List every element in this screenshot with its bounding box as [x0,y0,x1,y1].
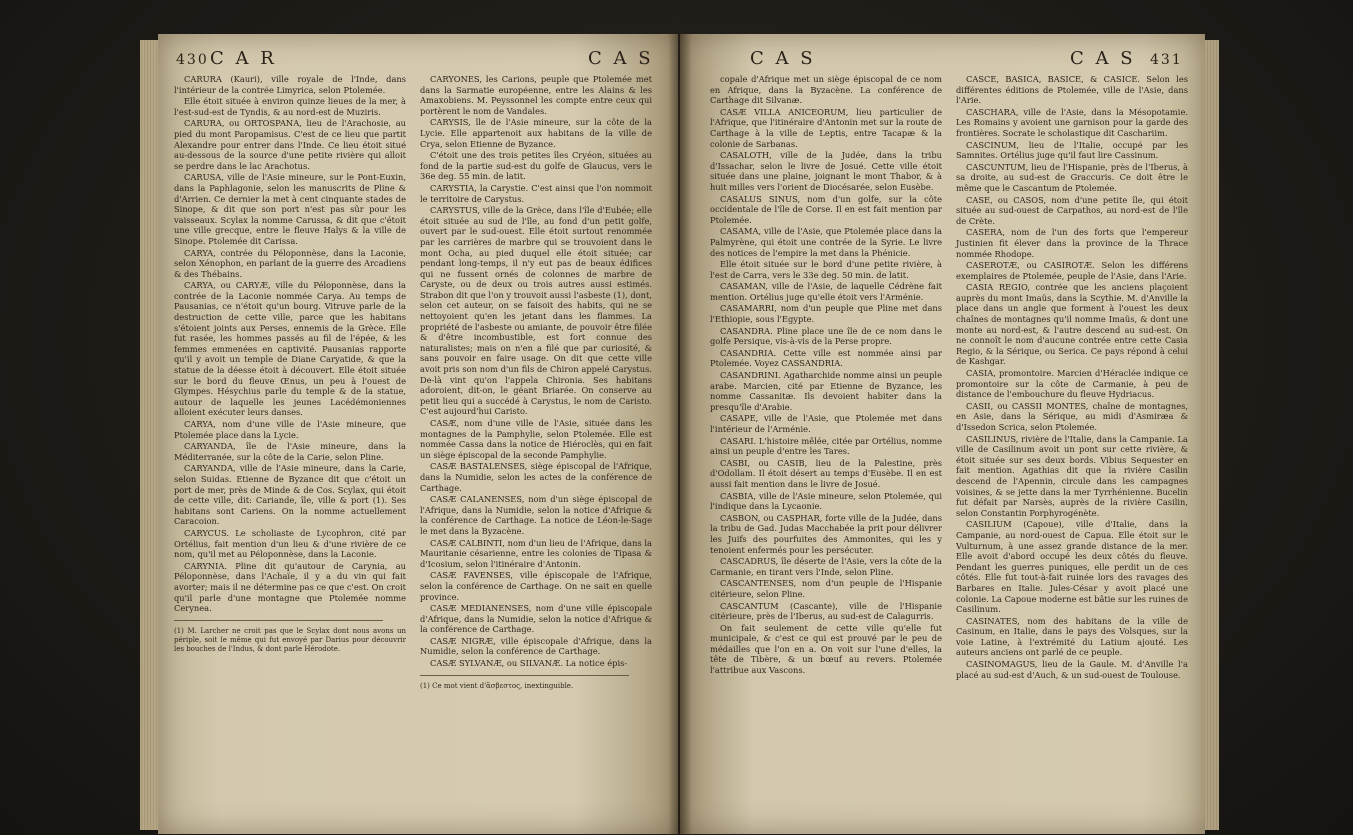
book-gutter [668,34,692,834]
dictionary-entry: CASERA, nom de l'un des forts que l'empereur Justinien fit élever dans la province de la Thrace nommée Rhodope. [956,227,1188,259]
dictionary-entry: CASCANTUM (Cascante), ville de l'Hispanie citérieure, près de l'Iberus, au sud-est de Calagurris. [710,600,942,622]
dictionary-entry: CASAMARRI, nom d'un peuple que Pline met dans l'Ethiopie, sous l'Egypte. [710,303,942,325]
dictionary-entry: CASCUNTUM, lieu de l'Hispanie, près de l'Iberus, à sa droite, au sud-est de Graccuris. Ce doit être le même que le Cascantum de Ptolemée. [956,161,1188,193]
dictionary-entry: CASEROTÆ, ou CASIROTÆ. Selon les différens exemplaires de Ptolemée, peuple de l'Asie, dans l'Arie. [956,260,1188,281]
dictionary-entry: CASBI, ou CASIB, lieu de la Palestine, près d'Odollam. Il étoit désert au temps d'Eusèbe. Il en est aussi fait mention dans le livre de Josué. [710,457,942,489]
dictionary-entry: Elle étoit située sur le bord d'une petite rivière, à l'est de Carra, vers le 33e deg. 50 min. de latit. [710,259,942,280]
dictionary-entry: CASINOMAGUS, lieu de la Gaule. M. d'Anville l'a placé au sud-est d'Auch, & un sud-ouest de Toulouse. [956,659,1188,680]
left-running-head-center: C A S [588,48,654,69]
dictionary-entry: CASÆ FAVENSES, ville épiscopale de l'Afrique, selon la conférence de Carthage. On ne sait en quelle province. [420,570,652,602]
left-running-head: C A R [210,48,277,69]
dictionary-entry: CASAMA, ville de l'Asie, que Ptolemée place dans la Palmyrène, qui étoit une contrée de la Syrie. Le livre des notices de l'empire la met dans la Phénicie. [710,226,942,258]
right-page-number: 431 [1150,52,1183,68]
left-page-header [158,48,678,74]
page-edges-right [1203,40,1219,830]
dictionary-entry: On fait seulement de cette ville qu'elle fut municipale, & c'est ce qui est prouvé par le peu de médailles que l'on en a. On voit sur l'une d'elles, la tête de Tibère, & un bœuf au revers. Ptolemée l'attribue aux Vascons. [710,622,942,676]
left-page-column-2 [420,74,652,692]
dictionary-entry: CASÆ MEDIANENSES, nom d'une ville épiscopale d'Afrique, dans la Numidie, selon la notice d'Afrique & la conférence de Carthage. [420,603,652,635]
dictionary-entry: CASARI. L'histoire mêlée, citée par Ortélius, nomme ainsi un peuple d'entre les Tares. [710,435,943,457]
dictionary-entry: CASÆ BASTALENSES, siège épiscopal de l'Afrique, dans la Numidie, selon les actes de la conférence de Carthage. [420,461,652,493]
dictionary-entry: CASCINUM, lieu de l'Italie, occupé par les Samnites. Ortélius juge qu'il faut lire Cassinum. [956,139,1188,161]
dictionary-entry: CASÆ SYLVANÆ, ou SILVANÆ. La notice épis- [430,658,628,669]
dictionary-entry: CASÆ VILLA ANICEORUM, lieu particulier de l'Afrique, que l'itinéraire d'Antonin met sur la route de Carthage à la ville de Leptis, entre Tacapæ & la colonie de Sarbanas. [710,106,942,149]
dictionary-entry: CASANDRA. Pline place une île de ce nom dans le golfe Persique, vis-à-vis de la Perse propre. [710,325,942,347]
dictionary-entry: CASBON, ou CASPHAR, forte ville de la Judée, dans la tribu de Gad. Judas Macchabée la prit pour délivrer les Juifs des pourfuites des Ammonites, qui les y tenoient enfermés pour les persécuter. [710,512,942,555]
dictionary-entry: CARUSA, ville de l'Asie mineure, sur le Pont-Euxin, dans la Paphlagonie, selon les manuscrits de Pline & d'Arrien. Ce dernier la met à cent cinquante stades de Sinope, & dit que son port n'est pas sûr pour les vaisseaux. Scylax la nomme Carussa, & dit que c'étoit une ville grecque, entre le fleuve Halys & la ville de Sinope. Ptolemée dit Carissa. [174,172,406,246]
dictionary-entry: CARYA, contrée du Péloponnèse, dans la Laconie, selon Xénophon, en parlant de la guerre des Arcadiens & des Thébains. [174,247,406,279]
dictionary-entry: CASCADRUS, île déserte de l'Asie, vers la côte de la Carmanie, en tirant vers l'Inde, selon Pline. [710,556,942,577]
left-page [158,34,678,834]
dictionary-entry: CASANDRINI. Agatharchide nomme ainsi un peuple arabe. Marcien, cité par Etienne de Byzance, les nomme Cassanitæ. Ils devoient habiter dans la presqu'île d'Arabie. [710,370,942,412]
dictionary-entry: CASE, ou CASOS, nom d'une petite île, qui étoit située au sud-ouest de Carpathos, au nord-est de l'île de Crète. [956,194,1188,226]
right-page [680,34,1205,834]
dictionary-entry: CARYANDA, île de l'Asie mineure, dans la Méditerranée, sur la côte de la Carie, selon Pline. [174,441,406,462]
footnote-rule [420,675,629,676]
dictionary-entry: CASII, ou CASSII MONTES, chaîne de montagnes, en Asie, dans la Sérique, au midi d'Asmiræa & d'Issedon Scrica, selon Ptolemée. [956,400,1188,432]
dictionary-entry: CASÆ, nom d'une ville de l'Asie, située dans les montagnes de la Pamphylie, selon Ptolemée. Elle est nommée Cassa dans la notice de Hiéroclès, qui en fait un siège épiscopal de la seconde Pamphylie. [420,418,652,460]
dictionary-entry: CARYSTUS, ville de la Grèce, dans l'île d'Eubée; elle étoit située au sud de l'île, au fond d'un petit golfe, ouvert par le sud-ouest. Elle étoit surtout renommée par les carrières de marbre qui se trouvoient dans le mont Ocha, au pied duquel elle étoit située; car pendant long-temps, il n'y eut pas de beaux édifices qui ne fussent ornés de colonnes de marbre de Caryste, ou de deux ou trois autres aussi estimés. Strabon dit que l'on y trouvoit aussi l'asbeste (1), dont, selon cet auteur, on se faisoit des habits, qui ne se nettoyoient qu'en les jetant dans les flammes. La propriété de l'asbeste ou amiante, de pouvoir être filée & d'être incombustible, est fort connue des naturalistes; mais on n'en a filé que par curiosité, & sans pouvoir en faire usage. On dit que cette ville avoit pris son nom d'un fils de Chiron appelé Carystus. De-là vint qu'on l'appela Chironia. Ses habitans adoroient, dit-on, le géant Briarée. On conserve au petit lieu qui a succédé à Carystus, le nom de Caristo. C'est aujourd'hui Caristo. [420,205,652,417]
dictionary-entry: CASÆ NIGRÆ, ville épiscopale d'Afrique, dans la Numidie, selon la conférence de Carthage. [420,635,652,657]
right-page-column-1 [710,74,942,677]
dictionary-entry: CARYANDA, ville de l'Asie mineure, dans la Carie, selon Suidas. Etienne de Byzance dit que c'étoit un port de mer, près de Minde & de Cos. Scylax, qui étoit de cette ville, dit: Cariande, île, ville & port (1). Ses habitans sont Cariens. On la nomme actuellement Caracoion. [174,463,406,527]
dictionary-entry: CARYCUS. Le scholiaste de Lycophron, cité par Ortélius, fait mention d'un lieu & d'une rivière de ce nom, qu'il met au Péloponnèse, dans la Laconie. [174,527,406,560]
dictionary-entry: CASINATES, nom des habitans de la ville de Casinum, en Italie, dans le pays des Volsques, sur la voie Latine, à l'extrémité du Latium ajouté. Les auteurs anciens ont parlé de ce peuple. [956,615,1188,658]
dictionary-entry: CASIA REGIO, contrée que les anciens plaçoient auprès du mont Imaüs, dans la Scythie. M. d'Anville la place dans un angle que forment à l'ouest les deux chaînes de montagnes qu'il nomme Imaüs, & dont une monte au nord-est, & l'autre descend au sud-est. On ne connoît le nom d'aucune contrée entre cette Casia Regio, & la Sérique, ou Serica. Ce pays répond à celui de Kashgar. [956,282,1188,367]
dictionary-entry: CARYA, ou CARYÆ, ville du Péloponnèse, dans la contrée de la Laconie nommée Carya. Au temps de Pausanias, ce n'étoit qu'un bourg. Vitruve parle de la destruction de cette ville, parce que les habitans s'étoient joints aux Perses, ennemis de la Grèce. Elle fut rasée, les hommes passés au fil de l'épée, & les femmes emmenées en captivité. Pausanias rapporte qu'il y avoit un temple de Diane Caryatide, & que la statue de la déesse étoit à découvert. Elle étoit située sur le bord du fleuve Œnus, un peu à l'ouest de Glympes. Hésychius parle du temple & de la statue, autour de laquelle les jeunes Lacédémoniennes alloient exécuter leurs danses. [174,280,406,418]
dictionary-entry: CARURA (Kauri), ville royale de l'Inde, dans l'intérieur de la contrée Limyrica, selon Ptolemée. [174,74,406,95]
dictionary-entry: CASANDRIA. Cette ville est nommée ainsi par Ptolemée. Voyez CASSANDRIA. [710,347,942,369]
dictionary-entry: CARURA, ou ORTOSPANA, lieu de l'Arachosie, au pied du mont Paropamisus. C'est de ce lieu que partit Alexandre pour entrer dans l'Inde. Ce lieu étoit situé au-dessous de la source d'une petite rivière qui alloit se perdre dans le lac Arachotus. [174,118,406,171]
dictionary-entry: CASCANTENSES, nom d'un peuple de l'Hispanie citérieure, selon Pline. [710,578,942,599]
footnote: (1) Ce mot vient d'ἄσβεστος, inextinguible. [420,681,574,690]
dictionary-entry: CARYA, nom d'une ville de l'Asie mineure, que Ptolemée place dans la Lycie. [174,419,406,440]
dictionary-entry: CASALOTH, ville de la Judée, dans la tribu d'Issachar, selon le livre de Josué. Cette ville étoit située dans une plaine, joignant le mont Thabor, & à huit milles vers l'orient de Diocésarée, selon Eusèbe. [710,150,942,192]
dictionary-entry: CASIA, promontoire. Marcien d'Héraclée indique ce promontoire sur la côte de Carmanie, à peu de distance de l'embouchure du fleuve Hydriacus. [956,368,1188,400]
dictionary-entry: CASILINUS, rivière de l'Italie, dans la Campanie. La ville de Casilinum avoit un pont sur cette rivière, & étoit située sur ses deux bords. Vibius Sequester en fait mention. Agathias dit que la rivière Casilin descend de l'Apennin, circule dans les campagnes voisines, & se jette dans la mer Tyrrhénienne. Bucelin fut défait par Narsès, auprès de la rivière Casilin, selon Constantin Porphyrogénète. [956,433,1188,518]
dictionary-entry: CASALUS SINUS, nom d'un golfe, sur la côte occidentale de l'île de Corse. Il en est fait mention par Ptolemée. [710,193,942,225]
right-page-header [680,48,1205,74]
dictionary-entry: CARYSTIA, la Carystie. C'est ainsi que l'on nommoit le territoire de Carystus. [420,182,652,204]
dictionary-entry: CASAMAN, ville de l'Asie, de laquelle Cédrène fait mention. Ortélius juge qu'elle étoit vers l'Arménie. [710,281,942,302]
right-page-column-2 [956,74,1188,681]
dictionary-entry: CASILIUM (Capoue), ville d'Italie, dans la Campanie, au nord-ouest de Capua. Elle étoit sur le Vulturnum, à une assez grande distance de la mer. Elle avoit d'abord occupé les deux côtés du fleuve. Pendant les guerres puniques, elle perdit un de ces côtés. Elle fut tout-à-fait ruinée lors des ravages des Barbares en Italie. Jules-César y avoit placé une colonie. La Capoue moderne est bâtie sur les ruines de Casilinum. [956,519,1188,615]
footnote: (1) M. Larcher ne croit pas que le Scylax dont nous avons un périple, soit le même qui fut envoyé par Darius pour découvrir les bouches de l'Indus, & dont parle Hérodote. [174,626,406,653]
dictionary-entry: CASÆ CALBINTI, nom d'un lieu de l'Afrique, dans la Mauritanie césarienne, entre les colonies de Tipasa & d'Icosium, selon l'itinéraire d'Antonin. [420,537,652,569]
right-running-head: C A S [1070,48,1136,69]
dictionary-entry: CASÆ CALANENSES, nom d'un siège épiscopal de l'Afrique, dans la Numidie, selon la notice d'Afrique & la conférence de Carthage. La notice de Léon-le-Sage le met dans la Byzacène. [420,494,652,536]
footnote-rule [174,620,383,621]
dictionary-entry: CASBIA, ville de l'Asie mineure, selon Ptolemée, qui l'indique dans la Lycaonie. [710,490,942,512]
right-running-head-center: C A S [750,48,816,69]
page-edges-left [140,40,160,830]
dictionary-entry: CARYONES, les Carions, peuple que Ptolemée met dans la Sarmatie européenne, entre les Alains & les Amaxobiens. M. Peyssonnel les compte entre ceux qui portèrent le nom de Vandales. [420,74,652,116]
dictionary-entry: CARYNIA. Pline dit qu'autour de Carynia, au Péloponnèse, dans l'Achaïe, il y a du vin qui fait avorter; mais il ne détermine pas ce que c'est. On croit qu'il parle d'une montagne que Ptolemée nomme Cerynea. [174,560,406,614]
left-page-column-1 [174,74,406,655]
dictionary-entry: C'étoit une des trois petites îles Cryéon, situées au fond de la partie sud-est du golfe de Glaucus, vers le 36e deg. 55 min. de latit. [420,150,652,182]
dictionary-entry: CASAPE, ville de l'Asie, que Ptolemée met dans l'intérieur de l'Arménie. [710,413,942,434]
dictionary-entry: CASCHARA, ville de l'Asie, dans la Mésopotamie. Les Romains y avoient une garnison pour la garde des frontières. Socrate le scholastique dit Caschariim. [956,106,1188,138]
dictionary-entry: Elle étoit située à environ quinze lieues de la mer, à l'est-sud-est de Tyndis, & au nord-est de Muziris. [174,96,406,117]
dictionary-entry: CARYSIS, île de l'Asie mineure, sur la côte de la Lycie. Elle appartenoit aux habitans de la ville de Crya, selon Etienne de Byzance. [420,117,652,149]
dictionary-entry: CASCE, BASICA, BASICE, & CASICE. Selon les différentes éditions de Ptolemée, ville de l'Asie, dans l'Arie. [956,74,1188,106]
left-page-number: 430 [176,52,209,68]
dictionary-entry: copale d'Afrique met un siège épiscopal de ce nom en Afrique, dans la Byzacène. La conférence de Carthage dit Silvanæ. [710,74,942,106]
